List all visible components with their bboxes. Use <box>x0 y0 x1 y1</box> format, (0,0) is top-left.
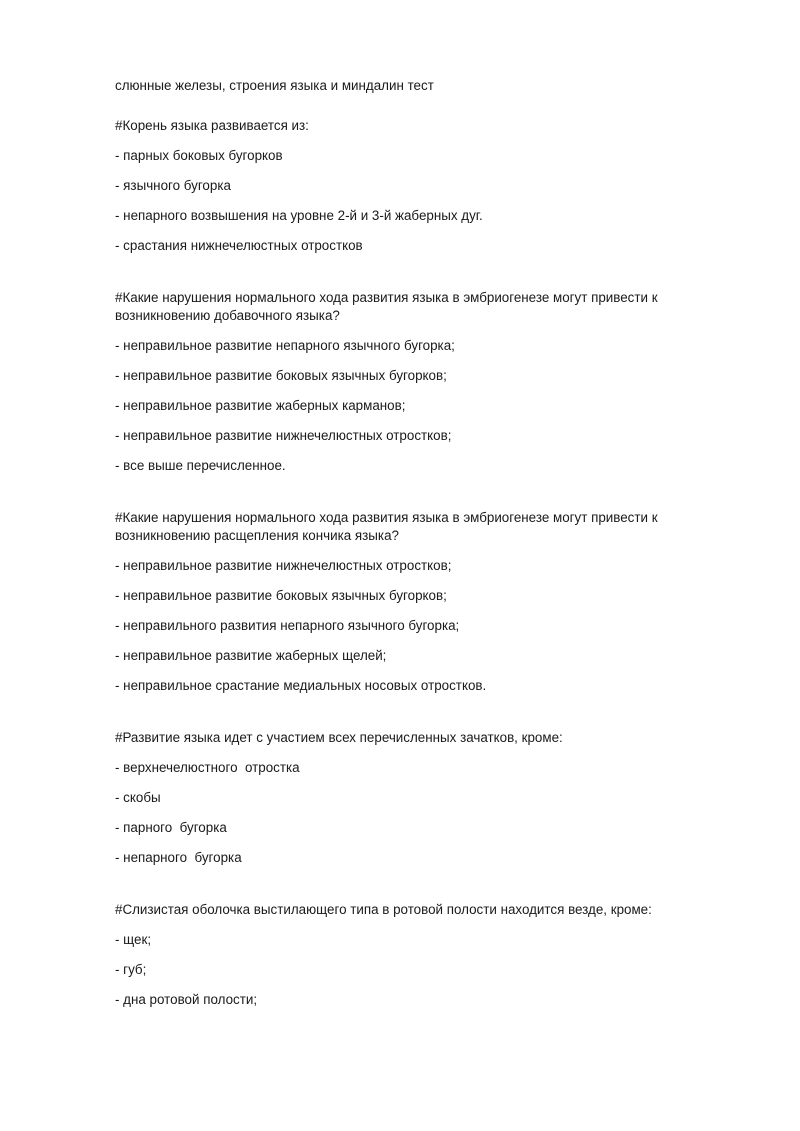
question-text: #Корень языка развивается из: <box>115 118 309 133</box>
answer-option: - верхнечелюстного отростка <box>115 760 300 775</box>
answer-option: - непарного бугорка <box>115 850 242 865</box>
answer-option: - неправильное развитие жаберных щелей; <box>115 648 387 663</box>
answer-option: - неправильного развития непарного язычного бугорка; <box>115 618 460 633</box>
answer-option: - неправильное развитие непарного язычного бугорка; <box>115 338 455 353</box>
document-title: слюнные железы, строения языка и миндалин тест <box>115 78 434 93</box>
answer-option: - неправильное развитие боковых язычных бугорков; <box>115 588 447 603</box>
question-text: #Слизистая оболочка выстилающего типа в ротовой полости находится везде, кроме: <box>115 902 652 917</box>
answer-option: - парного бугорка <box>115 820 227 835</box>
answer-option: - непарного возвышения на уровне 2-й и 3-й жаберных дуг. <box>115 208 483 223</box>
document-page <box>115 77 675 1043</box>
answer-option: - неправильное развитие боковых язычных бугорков; <box>115 368 447 383</box>
answer-option: - парных боковых бугорков <box>115 148 283 163</box>
question-block <box>115 117 675 255</box>
answer-option: - язычного бугорка <box>115 178 231 193</box>
question-block <box>115 901 675 1009</box>
answer-option: - неправильное развитие жаберных карманов; <box>115 398 406 413</box>
question-block <box>115 729 675 867</box>
answer-option: - скобы <box>115 790 161 805</box>
answer-option: - губ; <box>115 962 147 977</box>
answer-option: - неправильное срастание медиальных носовых отростков. <box>115 678 487 693</box>
question-block <box>115 289 675 475</box>
answer-option: - неправильное развитие нижнечелюстных отростков; <box>115 558 452 573</box>
answer-option: - неправильное развитие нижнечелюстных отростков; <box>115 428 452 443</box>
question-text: #Развитие языка идет с участием всех перечисленных зачатков, кроме: <box>115 730 563 745</box>
answer-option: - щек; <box>115 932 152 947</box>
answer-option: - срастания нижнечелюстных отростков <box>115 238 363 253</box>
answer-option: - дна ротовой полости; <box>115 992 258 1007</box>
question-block <box>115 509 675 695</box>
question-text: #Какие нарушения нормального хода развития языка в эмбриогенезе могут привести к возникновению добавочного языка? <box>115 290 662 323</box>
question-text: #Какие нарушения нормального хода развития языка в эмбриогенезе могут привести к возникновению расщепления кончика языка? <box>115 510 662 543</box>
answer-option: - все выше перечисленное. <box>115 458 286 473</box>
